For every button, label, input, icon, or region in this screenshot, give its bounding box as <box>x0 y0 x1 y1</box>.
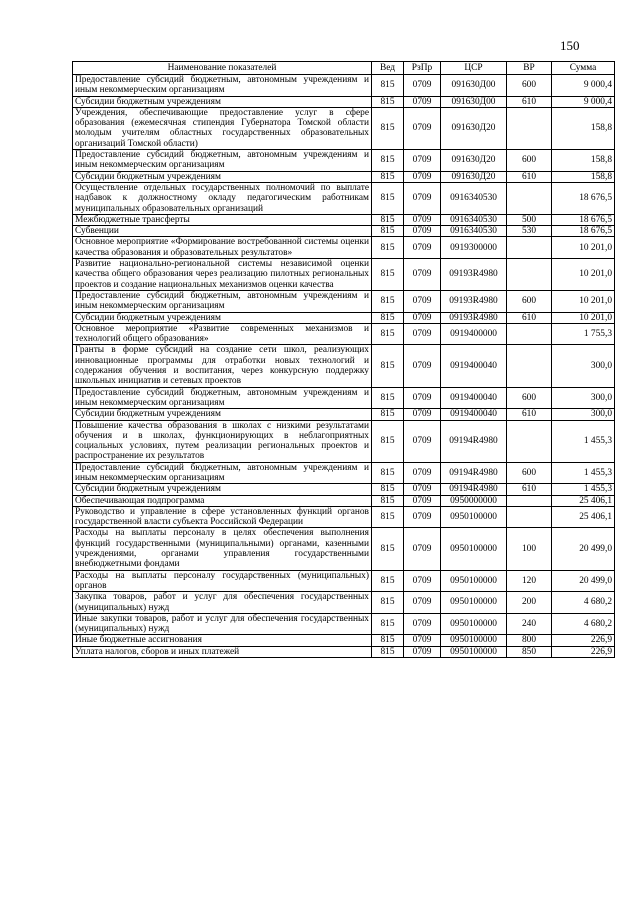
cell-ved: 815 <box>372 613 404 635</box>
cell-ved: 815 <box>372 506 404 528</box>
table-row <box>73 646 615 657</box>
cell-vr: 610 <box>507 312 552 323</box>
cell-csr: 09194R4980 <box>441 420 507 462</box>
cell-csr: 09193R4980 <box>441 259 507 291</box>
cell-vr: 120 <box>507 570 552 592</box>
cell-ved: 815 <box>372 592 404 614</box>
cell-ved: 815 <box>372 345 404 387</box>
cell-vr: 850 <box>507 646 552 657</box>
cell-sum: 300,0 <box>552 387 615 409</box>
cell-csr: 0919400040 <box>441 409 507 420</box>
cell-csr: 091630Д00 <box>441 96 507 107</box>
cell-csr: 0950100000 <box>441 635 507 646</box>
table-row <box>73 635 615 646</box>
cell-ved: 815 <box>372 107 404 149</box>
cell-ved: 815 <box>372 182 404 214</box>
cell-name: Субсидии бюджетным учреждениям <box>73 96 372 107</box>
cell-vr: 600 <box>507 290 552 312</box>
cell-rzpr: 0709 <box>404 592 441 614</box>
cell-rzpr: 0709 <box>404 171 441 182</box>
cell-sum: 1 455,3 <box>552 484 615 495</box>
cell-name: Учреждения, обеспечивающие предоставление услуг в сфере образования (ежемесячная стипендия Губернатора Томской области молодым учителям областных государственных образовательных организаций Томской области) <box>73 107 372 149</box>
cell-vr: 600 <box>507 462 552 484</box>
cell-rzpr: 0709 <box>404 226 441 237</box>
cell-sum: 10 201,0 <box>552 237 615 259</box>
cell-ved: 815 <box>372 75 404 97</box>
table-row <box>73 290 615 312</box>
cell-rzpr: 0709 <box>404 528 441 570</box>
cell-sum: 20 499,0 <box>552 528 615 570</box>
cell-vr <box>507 506 552 528</box>
cell-name: Расходы на выплаты персоналу в целях обеспечения выполнения функций государственными (муниципальными) органами, казенными учреждениями, органами управления государственными внебюджетными фондами <box>73 528 372 570</box>
cell-sum: 226,9 <box>552 646 615 657</box>
cell-name: Повышение качества образования в школах с низкими результатами обучения и в школах, функционирующих в неблагоприятных социальных условиях, путем реализации региональных проектов и распространение их результатов <box>73 420 372 462</box>
cell-sum: 18 676,5 <box>552 214 615 225</box>
cell-csr: 0950100000 <box>441 528 507 570</box>
cell-name: Субсидии бюджетным учреждениям <box>73 171 372 182</box>
cell-rzpr: 0709 <box>404 462 441 484</box>
cell-vr <box>507 259 552 291</box>
cell-vr: 800 <box>507 635 552 646</box>
cell-rzpr: 0709 <box>404 150 441 172</box>
cell-ved: 815 <box>372 237 404 259</box>
cell-rzpr: 0709 <box>404 635 441 646</box>
table-row <box>73 259 615 291</box>
cell-rzpr: 0709 <box>404 182 441 214</box>
cell-ved: 815 <box>372 484 404 495</box>
cell-csr: 0916340530 <box>441 214 507 225</box>
cell-csr: 0950100000 <box>441 506 507 528</box>
cell-csr: 0916340530 <box>441 226 507 237</box>
cell-ved: 815 <box>372 150 404 172</box>
cell-name: Субвенции <box>73 226 372 237</box>
cell-rzpr: 0709 <box>404 506 441 528</box>
cell-vr: 610 <box>507 409 552 420</box>
cell-csr: 0950100000 <box>441 646 507 657</box>
cell-sum: 158,8 <box>552 171 615 182</box>
cell-name: Осуществление отдельных государственных полномочий по выплате надбавок к должностному окладу педагогическим работникам муниципальных образовательных организаций <box>73 182 372 214</box>
cell-name: Обеспечивающая подпрограмма <box>73 495 372 506</box>
table-header-row <box>73 62 615 75</box>
cell-sum: 9 000,4 <box>552 96 615 107</box>
table-row <box>73 484 615 495</box>
cell-name: Предоставление субсидий бюджетным, автономным учреждениям и иным некоммерческим организациям <box>73 290 372 312</box>
cell-sum: 158,8 <box>552 150 615 172</box>
cell-rzpr: 0709 <box>404 646 441 657</box>
cell-csr: 091630Д20 <box>441 107 507 149</box>
table-row <box>73 592 615 614</box>
cell-rzpr: 0709 <box>404 259 441 291</box>
cell-csr: 09193R4980 <box>441 290 507 312</box>
cell-name: Иные закупки товаров, работ и услуг для обеспечения государственных (муниципальных) нужд <box>73 613 372 635</box>
cell-name: Предоставление субсидий бюджетным, автономным учреждениям и иным некоммерческим организациям <box>73 462 372 484</box>
cell-ved: 815 <box>372 528 404 570</box>
cell-csr: 0919300000 <box>441 237 507 259</box>
cell-vr <box>507 237 552 259</box>
cell-csr: 091630Д00 <box>441 75 507 97</box>
cell-csr: 09193R4980 <box>441 312 507 323</box>
cell-vr: 610 <box>507 171 552 182</box>
cell-sum: 4 680,2 <box>552 613 615 635</box>
cell-ved: 815 <box>372 259 404 291</box>
table-row <box>73 75 615 97</box>
cell-rzpr: 0709 <box>404 495 441 506</box>
cell-ved: 815 <box>372 387 404 409</box>
cell-csr: 091630Д20 <box>441 171 507 182</box>
table-row <box>73 107 615 149</box>
page-number: 150 <box>560 38 580 53</box>
cell-sum: 226,9 <box>552 635 615 646</box>
cell-ved: 815 <box>372 312 404 323</box>
cell-name: Основное мероприятие «Формирование востребованной системы оценки качества образования и образовательных результатов» <box>73 237 372 259</box>
cell-rzpr: 0709 <box>404 420 441 462</box>
cell-sum: 1 455,3 <box>552 420 615 462</box>
cell-vr: 100 <box>507 528 552 570</box>
cell-csr: 0919400040 <box>441 345 507 387</box>
cell-ved: 815 <box>372 646 404 657</box>
cell-sum: 4 680,2 <box>552 592 615 614</box>
header-sum: Сумма <box>552 62 615 75</box>
cell-sum: 1 755,3 <box>552 323 615 345</box>
cell-vr <box>507 182 552 214</box>
cell-ved: 815 <box>372 171 404 182</box>
cell-ved: 815 <box>372 420 404 462</box>
table-row <box>73 171 615 182</box>
table-row <box>73 237 615 259</box>
cell-sum: 18 676,5 <box>552 182 615 214</box>
cell-ved: 815 <box>372 635 404 646</box>
header-csr: ЦСР <box>441 62 507 75</box>
budget-table <box>72 61 615 658</box>
cell-csr: 09194R4980 <box>441 484 507 495</box>
cell-csr: 0919400000 <box>441 323 507 345</box>
table-row <box>73 528 615 570</box>
table-row <box>73 96 615 107</box>
table-row <box>73 409 615 420</box>
cell-ved: 815 <box>372 323 404 345</box>
cell-ved: 815 <box>372 214 404 225</box>
table-body <box>73 75 615 658</box>
cell-ved: 815 <box>372 570 404 592</box>
cell-ved: 815 <box>372 462 404 484</box>
table-row <box>73 214 615 225</box>
cell-vr: 610 <box>507 484 552 495</box>
cell-csr: 0950100000 <box>441 570 507 592</box>
cell-sum: 18 676,5 <box>552 226 615 237</box>
cell-name: Субсидии бюджетным учреждениям <box>73 484 372 495</box>
cell-sum: 158,8 <box>552 107 615 149</box>
cell-name: Руководство и управление в сфере установленных функций органов государственной власти субъекта Российской Федерации <box>73 506 372 528</box>
cell-rzpr: 0709 <box>404 387 441 409</box>
cell-sum: 10 201,0 <box>552 259 615 291</box>
cell-vr: 600 <box>507 75 552 97</box>
cell-name: Иные бюджетные ассигнования <box>73 635 372 646</box>
cell-csr: 0916340530 <box>441 182 507 214</box>
cell-name: Межбюджетные трансферты <box>73 214 372 225</box>
table-row <box>73 570 615 592</box>
cell-name: Уплата налогов, сборов и иных платежей <box>73 646 372 657</box>
cell-sum: 25 406,1 <box>552 495 615 506</box>
table-row <box>73 420 615 462</box>
cell-name: Развитие национально-региональной системы независимой оценки качества общего образования через реализацию пилотных региональных проектов и создание национальных механизмов оценки качества <box>73 259 372 291</box>
cell-rzpr: 0709 <box>404 75 441 97</box>
cell-sum: 25 406,1 <box>552 506 615 528</box>
cell-sum: 10 201,0 <box>552 312 615 323</box>
cell-csr: 0919400040 <box>441 387 507 409</box>
table-row <box>73 312 615 323</box>
header-vr: ВР <box>507 62 552 75</box>
cell-rzpr: 0709 <box>404 613 441 635</box>
cell-vr: 610 <box>507 96 552 107</box>
cell-rzpr: 0709 <box>404 345 441 387</box>
cell-vr <box>507 345 552 387</box>
cell-rzpr: 0709 <box>404 96 441 107</box>
table-row <box>73 387 615 409</box>
cell-vr <box>507 107 552 149</box>
table-row <box>73 182 615 214</box>
cell-name: Предоставление субсидий бюджетным, автономным учреждениям и иным некоммерческим организациям <box>73 387 372 409</box>
cell-rzpr: 0709 <box>404 107 441 149</box>
cell-name: Гранты в форме субсидий на создание сети школ, реализующих инновационные программы для отработки новых технологий и содержания обучения и воспитания, через конкурсную поддержку школьных инициатив и сетевых проектов <box>73 345 372 387</box>
cell-ved: 815 <box>372 495 404 506</box>
cell-rzpr: 0709 <box>404 484 441 495</box>
cell-vr <box>507 323 552 345</box>
cell-vr: 600 <box>507 150 552 172</box>
cell-rzpr: 0709 <box>404 312 441 323</box>
table-row <box>73 150 615 172</box>
table-row <box>73 323 615 345</box>
header-ved: Вед <box>372 62 404 75</box>
table-row <box>73 345 615 387</box>
table-row <box>73 226 615 237</box>
cell-sum: 300,0 <box>552 409 615 420</box>
cell-csr: 0950100000 <box>441 613 507 635</box>
table-row <box>73 462 615 484</box>
cell-vr <box>507 495 552 506</box>
cell-name: Субсидии бюджетным учреждениям <box>73 312 372 323</box>
cell-vr: 600 <box>507 387 552 409</box>
cell-sum: 20 499,0 <box>552 570 615 592</box>
cell-vr: 200 <box>507 592 552 614</box>
cell-name: Основное мероприятие «Развитие современных механизмов и технологий общего образования» <box>73 323 372 345</box>
cell-name: Расходы на выплаты персоналу государственных (муниципальных) органов <box>73 570 372 592</box>
cell-vr: 240 <box>507 613 552 635</box>
table-row <box>73 613 615 635</box>
cell-sum: 9 000,4 <box>552 75 615 97</box>
cell-rzpr: 0709 <box>404 323 441 345</box>
cell-vr <box>507 420 552 462</box>
cell-name: Закупка товаров, работ и услуг для обеспечения государственных (муниципальных) нужд <box>73 592 372 614</box>
cell-rzpr: 0709 <box>404 570 441 592</box>
header-rzpr: РзПр <box>404 62 441 75</box>
cell-sum: 10 201,0 <box>552 290 615 312</box>
cell-csr: 0950000000 <box>441 495 507 506</box>
cell-sum: 1 455,3 <box>552 462 615 484</box>
cell-name: Субсидии бюджетным учреждениям <box>73 409 372 420</box>
cell-ved: 815 <box>372 96 404 107</box>
cell-rzpr: 0709 <box>404 290 441 312</box>
cell-name: Предоставление субсидий бюджетным, автономным учреждениям и иным некоммерческим организациям <box>73 75 372 97</box>
header-name: Наименование показателей <box>73 62 372 75</box>
table-row <box>73 495 615 506</box>
cell-rzpr: 0709 <box>404 214 441 225</box>
cell-csr: 0950100000 <box>441 592 507 614</box>
cell-csr: 091630Д20 <box>441 150 507 172</box>
cell-sum: 300,0 <box>552 345 615 387</box>
cell-rzpr: 0709 <box>404 237 441 259</box>
cell-name: Предоставление субсидий бюджетным, автономным учреждениям и иным некоммерческим организациям <box>73 150 372 172</box>
cell-ved: 815 <box>372 226 404 237</box>
table-row <box>73 506 615 528</box>
cell-vr: 530 <box>507 226 552 237</box>
cell-ved: 815 <box>372 290 404 312</box>
cell-vr: 500 <box>507 214 552 225</box>
cell-csr: 09194R4980 <box>441 462 507 484</box>
cell-ved: 815 <box>372 409 404 420</box>
cell-rzpr: 0709 <box>404 409 441 420</box>
